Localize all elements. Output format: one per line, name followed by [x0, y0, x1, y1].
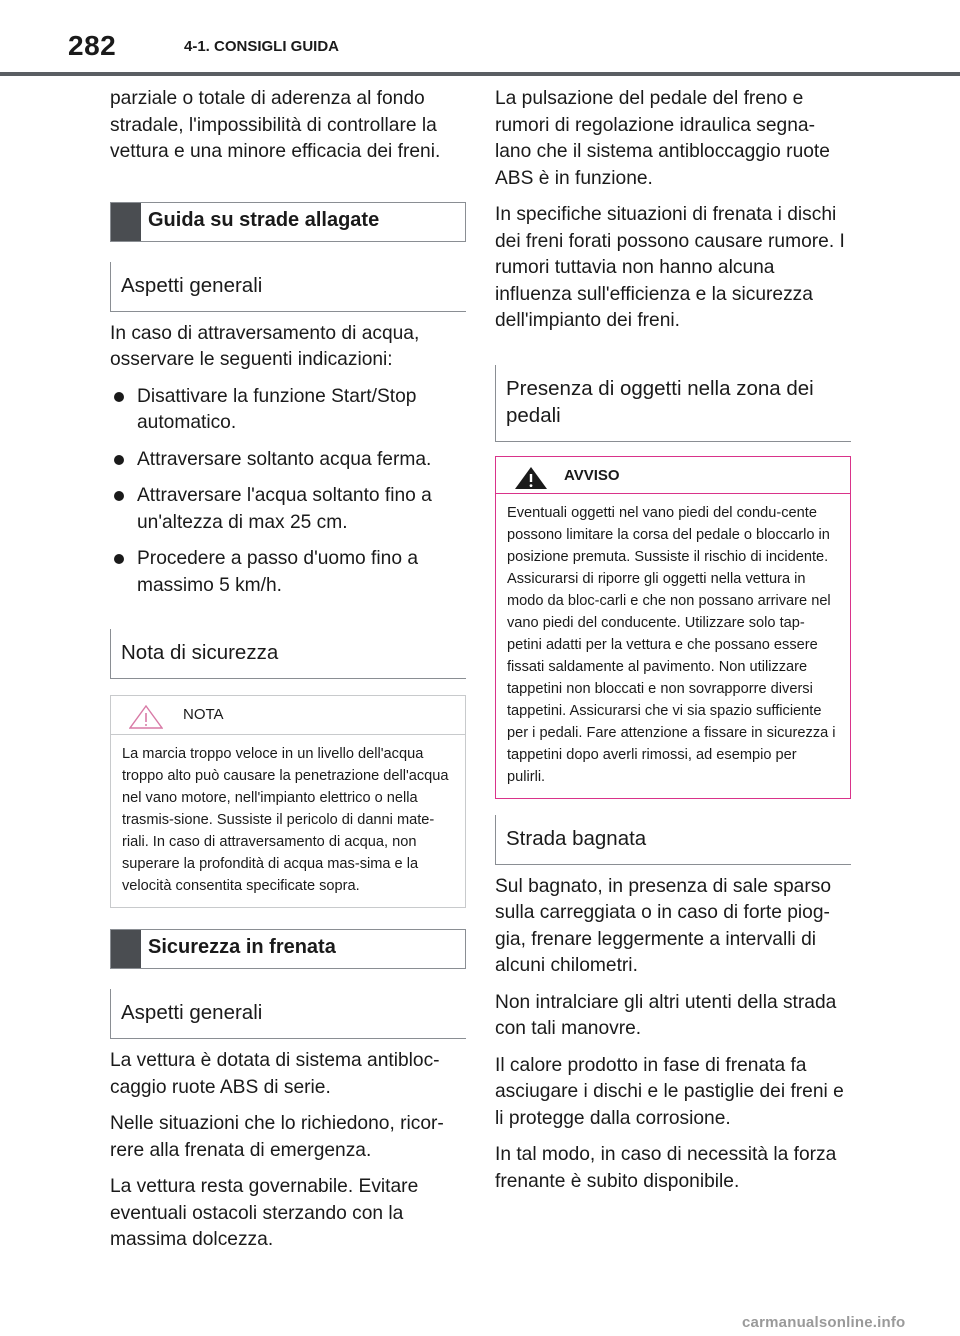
nota-box-header — [111, 696, 465, 735]
list-item: Attraversare l'acqua soltanto fino a un'altezza di max 25 cm. — [110, 483, 466, 536]
heading-text: Sicurezza in frenata — [148, 936, 336, 958]
left-column — [110, 86, 466, 1264]
list-item: Attraversare soltanto acqua ferma. — [110, 447, 466, 474]
caution-icon — [129, 705, 163, 734]
wet-paragraph-3: Il calore prodotto in fase di frenata fa asciugare i dischi e le pastiglie dei freni e li protegge dalla corrosione. — [495, 1054, 844, 1129]
list-item: Procedere a passo d'uomo fino a massimo 5 km/h. — [110, 546, 466, 599]
heading-guida-strade-allagate — [110, 202, 466, 242]
warning-icon — [514, 466, 548, 495]
flood-paragraph: In caso di attraversamento di acqua, osservare le seguenti indicazioni: — [110, 322, 420, 370]
nota-text: La marcia troppo veloce in un livello dell'acqua troppo alto può causare la penetrazione dell'acqua nel vano motore, nell'impianto elettrico o nella trasmis-sione. Sussiste il pericolo di danni mate-riali. In caso di attraversamento di acqua, non superare la profondità di acqua mas-sima e la velocità consentita specificate sopra. — [122, 746, 449, 894]
brake-paragraph-2: Nelle situazioni che lo richiedono, ricor-rere alla frenata di emergenza. — [110, 1113, 444, 1161]
watermark: carmanualsonline.info — [742, 1314, 906, 1331]
brake-paragraph-3: La vettura resta governabile. Evitare eventuali ostacoli sterzando con la massima dolcezza. — [110, 1176, 419, 1250]
bullet-icon — [114, 455, 124, 465]
subheading-aspetti-generali-1: Aspetti generali — [110, 262, 466, 312]
bullet-icon — [114, 392, 124, 402]
section-title: 4-1. CONSIGLI GUIDA — [184, 38, 340, 55]
subheading-aspetti-generali-2: Aspetti generali — [110, 989, 466, 1039]
page-header — [0, 0, 960, 78]
header-rule — [0, 72, 960, 76]
flood-bullet-list — [110, 384, 466, 600]
subheading-nota-sicurezza: Nota di sicurezza — [110, 629, 466, 679]
nota-box — [110, 695, 466, 908]
avviso-box-header — [496, 457, 850, 494]
wet-paragraph-1: Sul bagnato, in presenza di sale sparso sulla carreggiata o in caso di forte piog-gia, frenare leggermente a intervalli di alcuni chilometri. — [495, 875, 831, 976]
subheading-oggetti-pedali: Presenza di oggetti nella zona dei pedali — [495, 365, 851, 442]
page-number: 282 — [68, 30, 117, 61]
heading-block — [111, 930, 141, 968]
noise-paragraph: In specifiche situazioni di frenata i dischi dei freni forati possono causare rumore. I rumori tuttavia non hanno alcuna influenza sull'efficienza e la sicurezza dell'impianto dei freni. — [495, 204, 845, 331]
heading-sicurezza-frenata — [110, 929, 466, 969]
wet-paragraph-4: In tal modo, in caso di necessità la forza frenante è subito disponibile. — [495, 1144, 837, 1192]
nota-label: NOTA — [183, 706, 224, 723]
intro-paragraph: parziale o totale di aderenza al fondo stradale, l'impossibilità di controllare la vettura e una minore efficacia dei freni. — [110, 88, 441, 162]
abs-paragraph: La pulsazione del pedale del freno e rumori di regolazione idraulica segna-lano che il sistema antibloccaggio ruote ABS è in funzione. — [495, 88, 830, 189]
wet-paragraph-2: Non intralciare gli altri utenti della strada con tali manovre. — [495, 991, 837, 1039]
avviso-text: Eventuali oggetti nel vano piedi del condu-cente possono limitare la corsa del pedale o bloccarlo in posizione premuta. Sussiste il rischio di incidente. Assicurarsi di riporre gli oggetti nella vettura in modo da bloc-carli e che non possano arrivare nel vano piedi del conducente. Utilizzare solo tap-petini adatti per la vettura e che possano essere fissati saldamente al pavimento. Non utilizzare tappetini non bloccati e non sovrapporre diversi tappetini. Assicurarsi che vi sia spazio sufficiente per i pedali. Fare attenzione a fissare in sicurezza i tappetini dopo averli rimossi, ad esempio per pulirli. — [507, 504, 836, 785]
heading-block — [111, 203, 141, 241]
bullet-icon — [114, 491, 124, 501]
brake-paragraph-1: La vettura è dotata di sistema antibloc-caggio ruote ABS di serie. — [110, 1050, 440, 1098]
right-column — [495, 86, 851, 1205]
avviso-label: AVVISO — [564, 466, 620, 484]
subheading-strada-bagnata: Strada bagnata — [495, 815, 851, 865]
avviso-box — [495, 456, 851, 799]
list-item: Disattivare la funzione Start/Stop automatico. — [110, 384, 466, 437]
heading-text: Guida su strade allagate — [148, 208, 380, 231]
bullet-icon — [114, 554, 124, 564]
